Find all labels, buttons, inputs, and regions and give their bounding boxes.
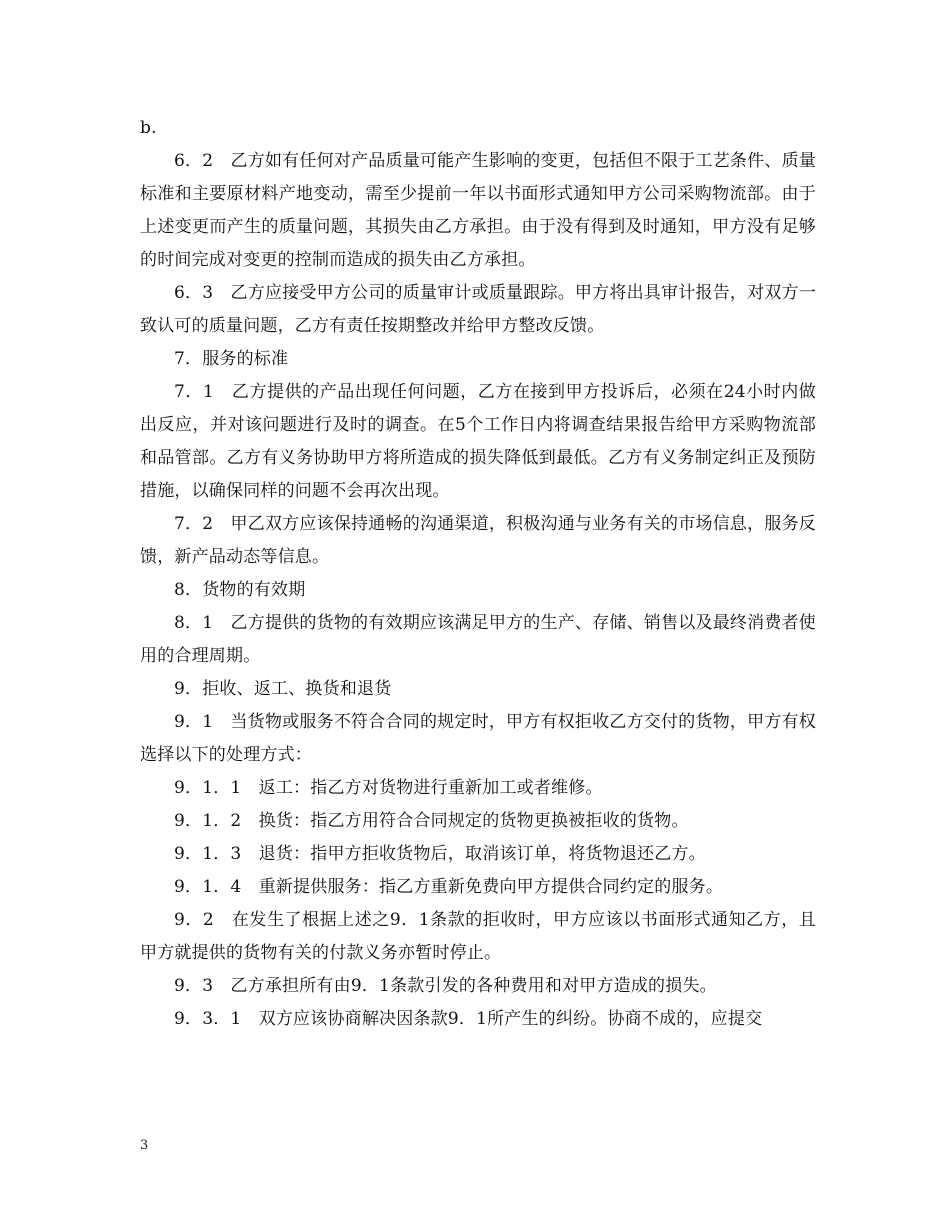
paragraph-9-3: 9．3 乙方承担所有由9．1条款引发的各种费用和对甲方造成的损失。	[174, 976, 717, 996]
paragraph-9-1: 9．1 当货物或服务不符合合同的规定时，甲方有权拒收乙方交付的货物，甲方有权选择以下的处理方式：	[140, 712, 816, 765]
section-heading-9: 9．拒收、返工、换货和退货	[174, 679, 392, 699]
paragraph-7-1: 7．1 乙方提供的产品出现任何问题，乙方在接到甲方投诉后，必须在24小时内做出反应，并对该问题进行及时的调查。在5个工作日内将调查结果报告给甲方采购物流部和品管部。乙方有义务协助甲方将所造成的损失降低到最低。乙方有义务制定纠正及预防措施，以确保同样的问题不会再次出现。	[140, 382, 816, 501]
section-heading-8: 8．货物的有效期	[174, 580, 306, 600]
page-number: 3	[140, 1138, 149, 1153]
paragraph-9-1-3: 9．1．3 退货：指甲方拒收货物后，取消该订单，将货物退还乙方。	[174, 844, 706, 864]
paragraph-9-2: 9．2 在发生了根据上述之9．1条款的拒收时，甲方应该以书面形式通知乙方，且甲方就提供的货物有关的付款义务亦暂时停止。	[140, 910, 816, 963]
paragraph-9-1-1: 9．1．1 返工：指乙方对货物进行重新加工或者维修。	[174, 778, 603, 798]
paragraph-6-3: 6．3 乙方应接受甲方公司的质量审计或质量跟踪。甲方将出具审计报告，对双方一致认可的质量问题，乙方有责任按期整改并给甲方整改反馈。	[140, 283, 816, 336]
section-heading-7: 7．服务的标准	[174, 349, 289, 369]
paragraph-9-1-4: 9．1．4 重新提供服务：指乙方重新免费向甲方提供合同约定的服务。	[174, 877, 724, 897]
paragraph-7-2: 7．2 甲乙双方应该保持通畅的沟通渠道，积极沟通与业务有关的市场信息，服务反馈，新产品动态等信息。	[140, 514, 816, 567]
paragraph-8-1: 8．1 乙方提供的货物的有效期应该满足甲方的生产、存储、销售以及最终消费者使用的合理周期。	[140, 613, 816, 666]
paragraph-9-1-2: 9．1．2 换货：指乙方用符合合同规定的货物更换被拒收的货物。	[174, 811, 689, 831]
document-body	[140, 112, 816, 1036]
paragraph-6-2: 6．2 乙方如有任何对产品质量可能产生影响的变更，包括但不限于工艺条件、质量标准和主要原材料产地变动，需至少提前一年以书面形式通知甲方公司采购物流部。由于上述变更而产生的质量问题，其损失由乙方承担。由于没有得到及时通知，甲方没有足够的时间完成对变更的控制而造成的损失由乙方承担。	[140, 151, 816, 270]
paragraph-b: b.	[140, 118, 157, 138]
paragraph-9-3-1: 9．3．1 双方应该协商解决因条款9．1所产生的纠纷。协商不成的，应提交	[174, 1009, 763, 1029]
